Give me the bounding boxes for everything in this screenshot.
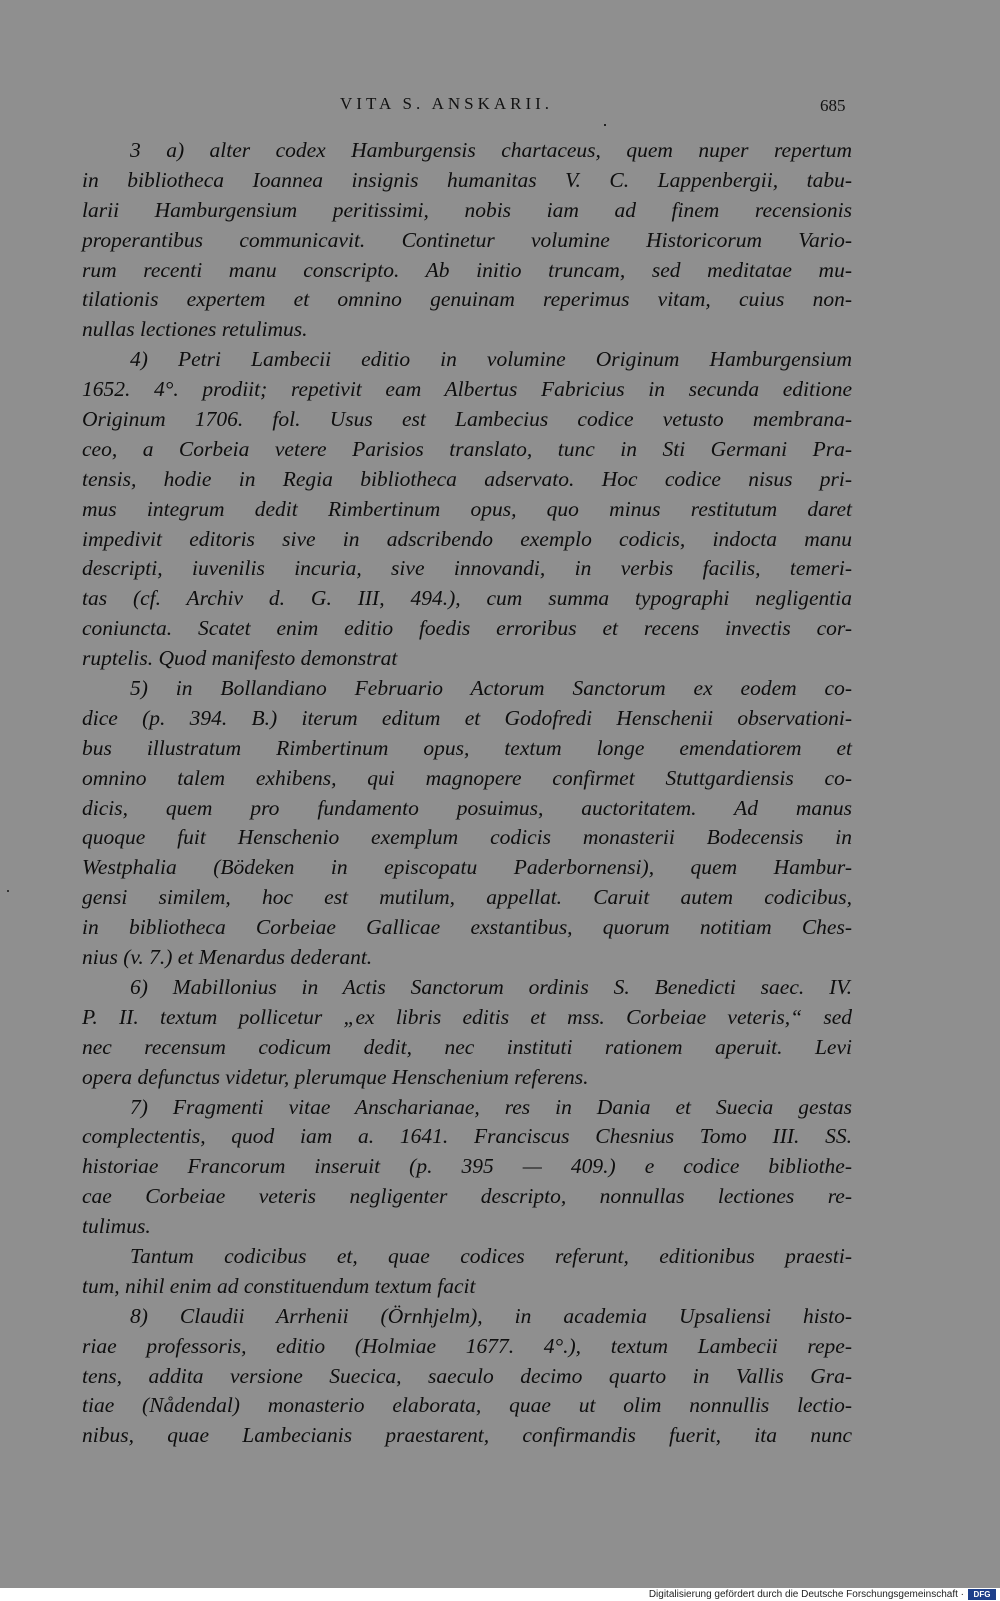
text-line: 6) Mabillonius in Actis Sanctorum ordinis S. Benedicti saec. IV. — [130, 974, 852, 999]
text-line: nec recensum codicum dedit, nec instituti rationem aperuit. Levi — [82, 1034, 852, 1059]
text-line: tum, nihil enim ad constituendum textum facit — [82, 1273, 476, 1298]
text-line: tulimus. — [82, 1214, 151, 1239]
text-line: tensis, hodie in Regia bibliotheca adservato. Hoc codice nisus pri- — [82, 466, 852, 491]
text-line: 8) Claudii Arrhenii (Örnhjelm), in academia Upsaliensi histo- — [130, 1303, 852, 1328]
page-number: 685 — [820, 96, 846, 115]
funding-credit: Digitalisierung gefördert durch die Deutsche Forschungsgemeinschaft · — [648, 1589, 964, 1600]
text-line: rum recenti manu conscripto. Ab initio truncam, sed meditatae mu- — [82, 257, 852, 282]
text-line: dice (p. 394. B.) iterum editum et Godofredi Henschenii observationi- — [82, 705, 852, 730]
text-line: quoque fuit Henschenio exemplum codicis monasterii Bodecensis in — [82, 825, 852, 850]
text-line: impedivit editoris sive in adscribendo exemplo codicis, indocta manu — [82, 526, 852, 551]
text-line: mus integrum dedit Rimbertinum opus, quo minus restitutum daret — [82, 496, 852, 521]
text-line: tas (cf. Archiv d. G. III, 494.), cum summa typographi negligentia — [82, 586, 852, 611]
text-line: properantibus communicavit. Continetur volumine Historicorum Vario- — [82, 227, 852, 252]
ink-speck — [7, 890, 9, 892]
text-line: 1652. 4°. prodiit; repetivit eam Albertus Fabricius in secunda editione — [82, 377, 852, 402]
text-line: tilationis expertem et omnino genuinam reperimus vitam, cuius non- — [82, 287, 852, 312]
text-line: 5) in Bollandiano Februario Actorum Sanctorum ex eodem co- — [130, 676, 852, 701]
running-title: VITA S. ANSKARII. — [340, 94, 554, 113]
text-line: P. II. textum pollicetur „ex libris editis et mss. Corbeiae veteris,“ sed — [82, 1004, 852, 1029]
text-line: nius (v. 7.) et Menardus dederant. — [82, 945, 373, 970]
text-line: historiae Francorum inseruit (p. 395 — 409.) e codice bibliothe- — [82, 1154, 852, 1179]
text-line: Westphalia (Bödeken in episcopatu Paderbornensi), quem Hambur- — [82, 855, 852, 880]
digitization-footer — [0, 1588, 1000, 1601]
text-line: riae professoris, editio (Holmiae 1677. 4°.), textum Lambecii repe- — [82, 1333, 852, 1358]
text-line: tens, addita versione Suecica, saeculo decimo quarto in Vallis Gra- — [82, 1363, 852, 1388]
text-line: Originum 1706. fol. Usus est Lambecius codice vetusto membrana- — [82, 407, 852, 432]
text-line: nullas lectiones retulimus. — [82, 317, 308, 342]
text-line: descripti, iuvenilis incuria, sive innovandi, in verbis facilis, temeri- — [82, 556, 852, 581]
text-line: coniuncta. Scatet enim editio foedis erroribus et recens invectis cor- — [82, 616, 852, 641]
text-line: bus illustratum Rimbertinum opus, textum longe emendatiorem et — [82, 735, 852, 760]
text-line: 4) Petri Lambecii editio in volumine Originum Hamburgensium — [130, 347, 852, 372]
text-line: ceo, a Corbeia vetere Parisios translato, tunc in Sti Germani Pra- — [82, 436, 852, 461]
text-line: opera defunctus videtur, plerumque Henschenium referens. — [82, 1064, 589, 1089]
text-line: in bibliotheca Ioannea insignis humanitas V. C. Lappenbergii, tabu- — [82, 167, 852, 192]
text-line: larii Hamburgensium peritissimi, nobis iam ad finem recensionis — [82, 197, 852, 222]
text-line: gensi similem, hoc est mutilum, appellat. Caruit autem codicibus, — [82, 885, 852, 910]
text-line: omnino talem exhibens, qui magnopere confirmet Stuttgardiensis co- — [82, 765, 852, 790]
text-line: 7) Fragmenti vitae Anscharianae, res in Dania et Suecia gestas — [130, 1094, 852, 1119]
dfg-logo: DFG — [968, 1589, 996, 1600]
text-line: tiae (Nådendal) monasterio elaborata, quae ut olim nonnullis lectio- — [82, 1393, 852, 1418]
text-line: in bibliotheca Corbeiae Gallicae exstantibus, quorum notitiam Ches- — [82, 915, 852, 940]
text-line: cae Corbeiae veteris negligenter descripto, nonnullas lectiones re- — [82, 1184, 852, 1209]
text-line: ruptelis. Quod manifesto demonstrat — [82, 646, 398, 671]
text-line: Tantum codicibus et, quae codices referunt, editionibus praesti- — [130, 1243, 852, 1268]
text-line: 3 a) alter codex Hamburgensis chartaceus, quem nuper repertum — [130, 138, 852, 162]
running-head — [0, 94, 1000, 124]
ink-speck — [604, 124, 606, 126]
body-text — [82, 136, 852, 1451]
text-line: nibus, quae Lambecianis praestarent, confirmandis fuerit, ita nunc — [82, 1423, 852, 1448]
text-line: dicis, quem pro fundamento posuimus, auctoritatem. Ad manus — [82, 795, 852, 820]
text-line: complectentis, quod iam a. 1641. Franciscus Chesnius Tomo III. SS. — [82, 1124, 852, 1149]
